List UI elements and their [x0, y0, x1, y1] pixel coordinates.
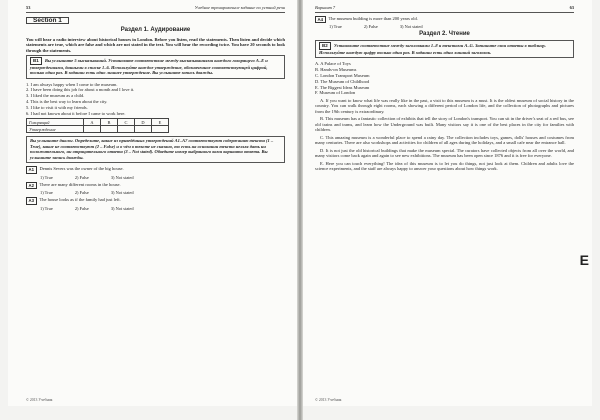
option-false[interactable]: 2) False	[363, 24, 378, 29]
answer-cell[interactable]	[152, 126, 169, 133]
reading-passages	[315, 98, 574, 172]
answer-cell[interactable]	[101, 126, 118, 133]
page-footer: © 2013 Учебник	[26, 397, 53, 402]
running-head	[315, 5, 574, 13]
table-cell: C	[118, 119, 135, 126]
passage-paragraph: E. Here you can touch everything! The idea of this museum is to let you do things, not just look at them. Children and adults love the science experiments, and the staff are always happy to answer your questions about how things work.	[315, 160, 574, 172]
option-true[interactable]: 1) True	[40, 190, 53, 196]
section-subheading: Раздел 2. Чтение	[419, 30, 470, 37]
task-box	[315, 40, 574, 58]
running-head	[26, 5, 285, 13]
list-item: 5. I like to visit it with my friends.	[26, 105, 88, 111]
task-box	[26, 55, 285, 79]
task-number: B1	[30, 57, 42, 65]
item-text: The house looks as if the family had just left.	[39, 197, 121, 203]
table-label: Говорящий	[27, 119, 84, 126]
answer-cell[interactable]	[118, 126, 135, 133]
section-subheading: Раздел 1. Аудирование	[120, 27, 191, 33]
table-cell: E	[152, 119, 169, 126]
running-head-title: Учебное тренировочное задание по устной речи	[194, 5, 285, 10]
table-label: Утверждение	[27, 126, 84, 133]
task-instruction: Вы услышите 5 высказываний. Установите соответствие между высказываниями каждого говорящего A–E и утверждениями, данными в списке 1–6. Используйте каждое утверждение, обозначенное соответствующей цифрой, только один раз. В задании есть одно лишнее утверждение. Вы услышите запись дважды.	[30, 58, 268, 75]
list-item: B. Hands-on Museums	[315, 66, 357, 72]
page-footer: © 2013 Учебник	[315, 397, 342, 402]
list-item: 6. I had not known about it before I came to work here.	[26, 110, 126, 116]
answer-cell[interactable]	[84, 126, 101, 133]
margin-marker: E	[579, 252, 589, 268]
option-true[interactable]: 1) True	[329, 24, 342, 29]
table-cell: D	[135, 119, 152, 126]
passage-paragraph: B. This museum has a fantastic collection of exhibits that tell the story of London's transport. You can sit in the driver's seat of a red bus, see old trains and trams, and learn how the Underground was built. Many visitors say it is one of the best places in the city for families with children.	[315, 116, 574, 133]
task-number: B2	[319, 42, 331, 50]
list-item: 1. I am always happy when I come to the museum.	[26, 81, 118, 87]
statement-list	[26, 82, 285, 117]
item-text: Dennis Severs was the owner of the big house.	[39, 166, 124, 172]
table-cell: B	[101, 119, 118, 126]
option-false[interactable]: 2) False	[74, 205, 89, 211]
answer-table	[26, 118, 169, 133]
item-number: A1	[26, 166, 37, 174]
list-item: 4. This is the best way to learn about the city.	[26, 99, 108, 105]
table-row	[27, 119, 169, 126]
running-head-title: Вариант 7	[315, 5, 336, 10]
option-true[interactable]: 1) True	[40, 205, 53, 211]
option-false[interactable]: 2) False	[74, 174, 89, 180]
answer-cell[interactable]	[135, 126, 152, 133]
item-number: A2	[26, 182, 37, 190]
option-not-stated[interactable]: 3) Not stated	[110, 205, 134, 211]
option-not-stated[interactable]: 3) Not stated	[110, 190, 134, 196]
page-number: 63	[569, 5, 574, 10]
item-number: A3	[26, 197, 37, 205]
list-item: 3. I liked the museum as a child.	[26, 93, 85, 99]
true-false-item	[26, 182, 285, 196]
intro-text: You will hear a radio interview about historical houses in London. Before you listen, read the statements. Then listen and decide which statements are true, which are false and which are not stated in the text. You will hear the recording twice. You have 20 seconds to look through the statements.	[26, 36, 285, 53]
option-true[interactable]: 1) True	[40, 174, 53, 180]
true-false-item	[26, 166, 285, 180]
list-item: E. The Biggest Ideas Museum	[315, 84, 370, 90]
task-instruction: Вы услышите диалог. Определите, какие из приведённых утверждений A1–A7 соответствуют содержанию текста (1 – True), какие не соответствуют (2 – False) и о чём в тексте не сказано, то есть на основании текста нельзя дать ни положительного, ни отрицательного ответа (3 – Not stated). Обведите номер выбранного вами варианта ответа. Вы услышите запись дважды.	[30, 138, 274, 160]
option-not-stated[interactable]: 3) Not stated	[399, 24, 423, 29]
left-page	[8, 0, 297, 406]
task-box	[26, 136, 285, 163]
true-false-item	[315, 16, 574, 30]
passage-paragraph: D. It is not just the old historical buildings that make the museum special. The curators have collected objects from all over the world, and many visitors come back again and again to see new exhibitions. The museum has been open since 1876 and it is free for everyone.	[315, 147, 574, 159]
page-number: 53	[26, 5, 31, 10]
table-row	[27, 126, 169, 133]
option-not-stated[interactable]: 3) Not stated	[110, 174, 134, 180]
right-page	[303, 0, 592, 406]
item-number: A4	[315, 16, 326, 24]
section-label: Section 1	[26, 17, 69, 25]
task-instruction: Установите соответствие между заголовками 1–8 и текстами A–G. Запишите свои ответы в таблицу. Используйте каждую цифру только один раз. В задании есть один лишний заголовок.	[319, 43, 546, 55]
list-item: 2. I have been doing this job for about a month and I love it.	[26, 87, 135, 93]
list-item: D. The Museum of Childhood	[315, 78, 370, 84]
table-cell: A	[84, 119, 101, 126]
passage-paragraph: A. If you want to know what life was really like in the past, a visit to this museum is a must. It is the oldest museum of social history in the country. You can walk through eight rooms, each showing a different period of London life, and the collection of photographs and pictures from the 19th century is extraordinary.	[315, 97, 574, 114]
heading-list	[315, 61, 574, 96]
passage-paragraph: C. This amazing museum is a wonderful place to spend a rainy day. The collection includes toys, games, dolls' houses and costumes from many centuries. There are also workshops and activities for children of all ages during the holidays, and a small cafe near the entrance hall.	[315, 134, 574, 146]
item-text: The museum building is more than 200 years old.	[328, 15, 418, 21]
true-false-item	[26, 197, 285, 211]
option-false[interactable]: 2) False	[74, 190, 89, 196]
list-item: C. London Transport Museum	[315, 72, 370, 78]
list-item: A. A Palace of Toys	[315, 61, 351, 66]
item-text: There are many different rooms in the house.	[39, 181, 121, 187]
list-item: F. Museum of London	[315, 90, 356, 96]
